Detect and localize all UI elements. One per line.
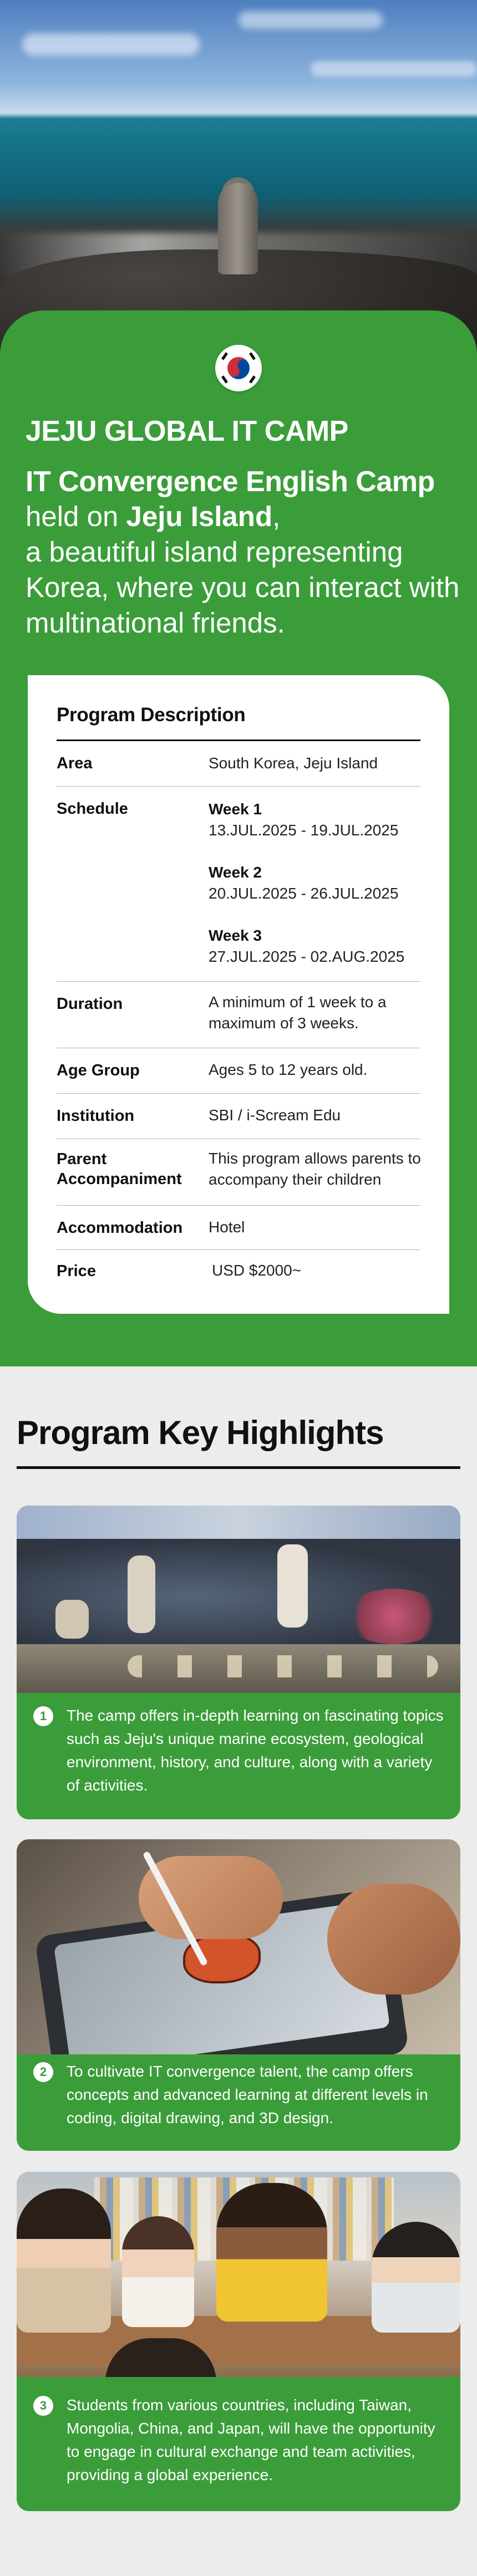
number-badge: 2 bbox=[33, 2062, 53, 2082]
taeguk-symbol bbox=[223, 353, 254, 384]
row-value: Hotel bbox=[209, 1218, 245, 1236]
cloud bbox=[22, 33, 200, 55]
korea-flag-icon bbox=[215, 345, 262, 391]
stone-statue bbox=[218, 183, 258, 274]
headline: IT Convergence English Camp bbox=[26, 466, 435, 498]
row-value: USD $2000~ bbox=[212, 1262, 302, 1279]
row-value: A minimum of 1 week to a maximum of 3 weeks. bbox=[209, 993, 387, 1032]
hero-description bbox=[26, 465, 464, 641]
row-age-group bbox=[57, 1048, 420, 1094]
highlight-image-students bbox=[17, 2172, 460, 2377]
row-value: This program allows parents to accompany their children bbox=[209, 1150, 421, 1188]
highlight-text: Students from various countries, including Taiwan, Mongolia, China, and Japan, will have the opportunity to engage in cultural exchange and team activities, providing a global experience. bbox=[67, 2396, 435, 2483]
highlight-card bbox=[17, 1839, 460, 2151]
description-text: a beautiful island representing Korea, where you can interact with multinational friends. bbox=[26, 536, 460, 639]
row-area bbox=[57, 741, 420, 787]
row-key: Age Group bbox=[57, 1062, 140, 1079]
week-dates: 13.JUL.2025 - 19.JUL.2025 bbox=[209, 822, 399, 839]
row-accommodation bbox=[57, 1206, 420, 1250]
row-key: Institution bbox=[57, 1107, 135, 1125]
row-key: Schedule bbox=[57, 800, 128, 818]
week-label: Week 2 bbox=[209, 864, 262, 881]
highlights-title: Program Key Highlights bbox=[17, 1414, 384, 1451]
program-description-card bbox=[28, 675, 449, 1314]
highlight-image-drawing bbox=[17, 1839, 460, 2054]
highlight-card bbox=[17, 1506, 460, 1819]
row-key: Duration bbox=[57, 995, 123, 1013]
row-parent-accompaniment bbox=[57, 1139, 420, 1206]
week-dates: 27.JUL.2025 - 02.AUG.2025 bbox=[209, 948, 405, 965]
cloud bbox=[311, 61, 477, 76]
held-on-text: held on bbox=[26, 501, 126, 532]
card-title: Program Description bbox=[57, 704, 246, 726]
week-label: Week 1 bbox=[209, 800, 262, 818]
week-dates: 20.JUL.2025 - 26.JUL.2025 bbox=[209, 885, 399, 902]
row-schedule bbox=[57, 787, 420, 982]
camp-name: JEJU GLOBAL IT CAMP bbox=[26, 415, 348, 447]
highlight-text: To cultivate IT convergence talent, the camp offers concepts and advanced learning at different levels in coding, digital drawing, and 3D design. bbox=[67, 2063, 428, 2126]
schedule-weeks bbox=[209, 799, 425, 967]
row-price bbox=[57, 1250, 420, 1294]
highlight-card bbox=[17, 2172, 460, 2511]
number-badge: 3 bbox=[33, 2396, 53, 2416]
row-key: Price bbox=[57, 1262, 96, 1280]
cloud bbox=[238, 11, 383, 29]
divider bbox=[17, 1466, 460, 1469]
row-value: South Korea, Jeju Island bbox=[209, 754, 378, 772]
comma: , bbox=[272, 501, 281, 532]
island-name: Jeju Island bbox=[126, 501, 273, 532]
row-key: Parent Accompaniment bbox=[57, 1150, 182, 1188]
week-label: Week 3 bbox=[209, 927, 262, 944]
row-key: Area bbox=[57, 754, 93, 772]
row-duration bbox=[57, 982, 420, 1048]
highlight-text: The camp offers in-depth learning on fascinating topics such as Jeju's unique marine ecosystem, geological environment, history, and culture, along with a variety of activities. bbox=[67, 1707, 444, 1794]
row-value: Ages 5 to 12 years old. bbox=[209, 1061, 368, 1078]
row-institution bbox=[57, 1094, 420, 1139]
number-badge: 1 bbox=[33, 1706, 53, 1726]
row-value: SBI / i-Scream Edu bbox=[209, 1106, 341, 1124]
highlight-image-marine bbox=[17, 1506, 460, 1693]
row-key: Accommodation bbox=[57, 1219, 183, 1237]
